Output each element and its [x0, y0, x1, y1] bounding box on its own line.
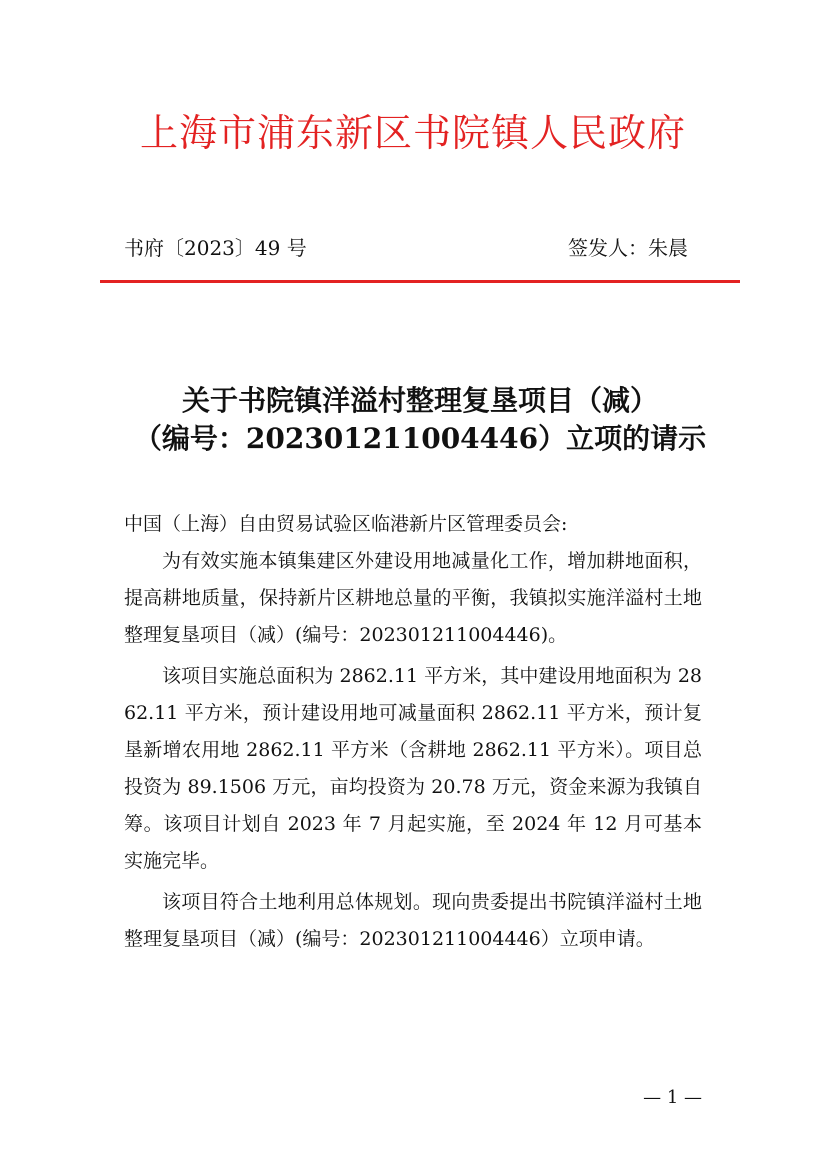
document-title — [100, 382, 740, 458]
signer-line — [568, 234, 688, 262]
body-paragraph-3: 该项目符合土地利用总体规划。现向贵委提出书院镇洋溢村土地整理复垦项目（减）(编号：202301211004446）立项申请。 — [124, 891, 702, 950]
issuing-authority-title: 上海市浦东新区书院镇人民政府 — [139, 111, 686, 155]
signer-label: 签发人： — [568, 236, 648, 260]
document-body — [124, 506, 702, 962]
signer-name: 朱晨 — [648, 236, 688, 260]
body-paragraph-1: 为有效实施本镇集建区外建设用地减量化工作，增加耕地面积，提高耕地质量，保持新片区耕地总量的平衡，我镇拟实施洋溢村土地整理复垦项目（减）(编号：202301211004446)。 — [124, 550, 702, 646]
page-number: — 1 — — [643, 1087, 702, 1108]
salutation: 中国（上海）自由贸易试验区临港新片区管理委员会: — [124, 513, 568, 535]
title-line-1: 关于书院镇洋溢村整理复垦项目（减） — [181, 384, 658, 417]
red-divider-line — [100, 280, 740, 283]
document-number: 书府〔2023〕49 号 — [124, 236, 307, 260]
title-line-2: （编号：202301211004446）立项的请示 — [133, 422, 707, 455]
body-paragraph-2: 该项目实施总面积为 2862.11 平方米，其中建设用地面积为 2862.11 平方米，预计建设用地可减量面积 2862.11 平方米，预计复垦新增农用地 2862.11 平方米（含耕地 2862.11 平方米）。项目总投资为 89.1506 万元，亩均投资为 20.78 万元，资金来源为我镇自筹。该项目计划自 2023 年 7 月起实施，至 2024 年 12 月可基本实施完毕。 — [124, 665, 702, 872]
